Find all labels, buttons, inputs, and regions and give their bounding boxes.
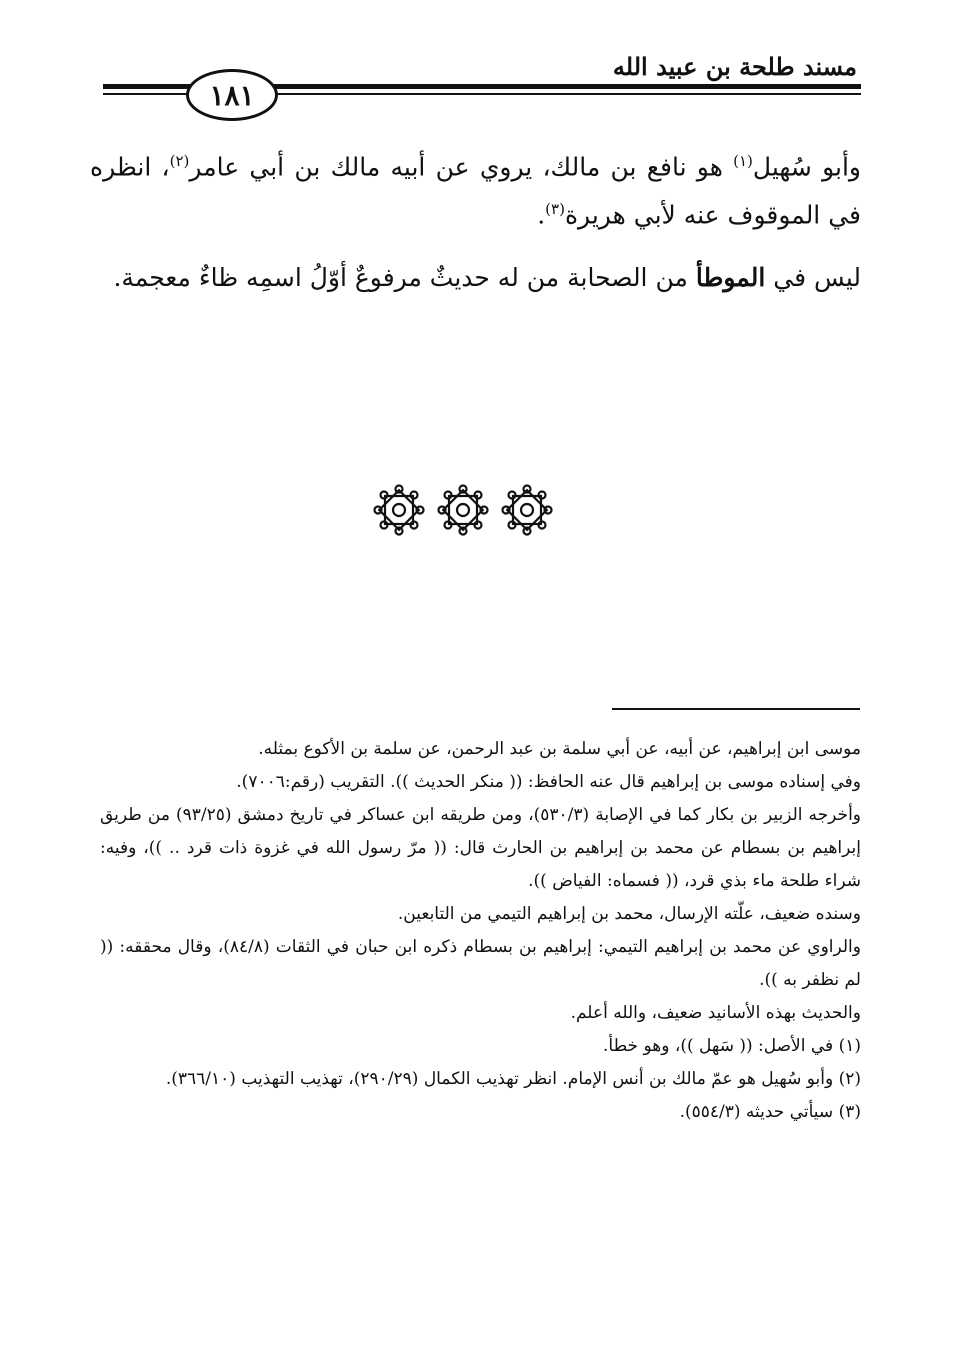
text-run: من الصحابة من له حديثٌ مرفوعٌ أوّلُ اسمِه ظاءٌ معجمة. xyxy=(113,262,696,292)
running-title: مسند طلحة بن عبيد الله xyxy=(612,52,857,81)
floral-star-icon xyxy=(501,484,553,536)
page-number: ١٨١ xyxy=(209,78,255,112)
footnote-ref-2: (٢) xyxy=(169,152,190,170)
page-number-badge xyxy=(186,69,278,121)
footnote-3: (٣) سيأتي حديثه (٥٥٤/٣). xyxy=(679,1102,861,1122)
footnote-line: وأخرجه الزبير بن بكار كما في الإصابة (٥٣٠/٣)، ومن طريقه ابن عساكر في تاريخ دمشق (٩٣/٢٥) من طريق إبراهيم بن بسطام عن محمد بن إبراهيم بن الحارث قال: (( مرّ رسول الله في غزوة ذات قرد .. ))، وفيه: شراء طلحة ماء بذي قرد، (( فسماه: الفياض )). xyxy=(100,805,862,891)
footnote-line: موسى ابن إبراهيم، عن أبيه، عن أبي سلمة بن عبد الرحمن، عن سلمة بن الأكوع بمثله. xyxy=(258,739,861,759)
footnote-1: (١) في الأصل: (( سَهل ))، وهو خطأ. xyxy=(603,1036,861,1056)
footnote-line: والحديث بهذه الأسانيد ضعيف، والله أعلم. xyxy=(570,1003,861,1023)
text-run: . xyxy=(537,200,546,230)
footnotes xyxy=(100,733,861,1129)
text-run: ، انظره في الموقوف عنه لأبي هريرة xyxy=(90,152,861,230)
main-paragraph-1 xyxy=(90,140,861,237)
main-text xyxy=(90,140,861,299)
footnote-separator xyxy=(612,708,860,710)
text-run: وأبو سُهيل xyxy=(752,152,861,182)
text-run: ليس في xyxy=(765,262,861,292)
book-title-muwatta: الموطأ xyxy=(695,262,766,292)
footnote-line: وفي إسناده موسى بن إبراهيم قال عنه الحافظ: (( منكر الحديث )). التقريب (رقم:٧٠٠٦). xyxy=(236,772,861,792)
footnote-line: والراوي عن محمد بن إبراهيم التيمي: إبراهيم بن بسطام ذكره ابن حبان في الثقات (٨٤/٨)، وقال محققه: (( لم نظفر به )). xyxy=(100,937,861,990)
section-divider-ornaments xyxy=(373,484,553,536)
floral-star-icon xyxy=(437,484,489,536)
floral-star-icon xyxy=(373,484,425,536)
main-paragraph-2 xyxy=(90,257,861,299)
footnote-ref-1: (١) xyxy=(733,152,753,170)
footnote-2: (٢) وأبو سُهيل هو عمّ مالك بن أنس الإمام. انظر تهذيب الكمال (٢٩٠/٢٩)، تهذيب التهذيب (٣٦٦/١٠). xyxy=(165,1069,861,1089)
footnote-line: وسنده ضعيف، علّته الإرسال، محمد بن إبراهيم التيمي من التابعين. xyxy=(397,904,861,924)
footnote-ref-3: (٣) xyxy=(545,200,565,219)
text-run: هو نافع بن مالك، يروي عن أبيه مالك بن أبي عامر xyxy=(189,152,734,182)
